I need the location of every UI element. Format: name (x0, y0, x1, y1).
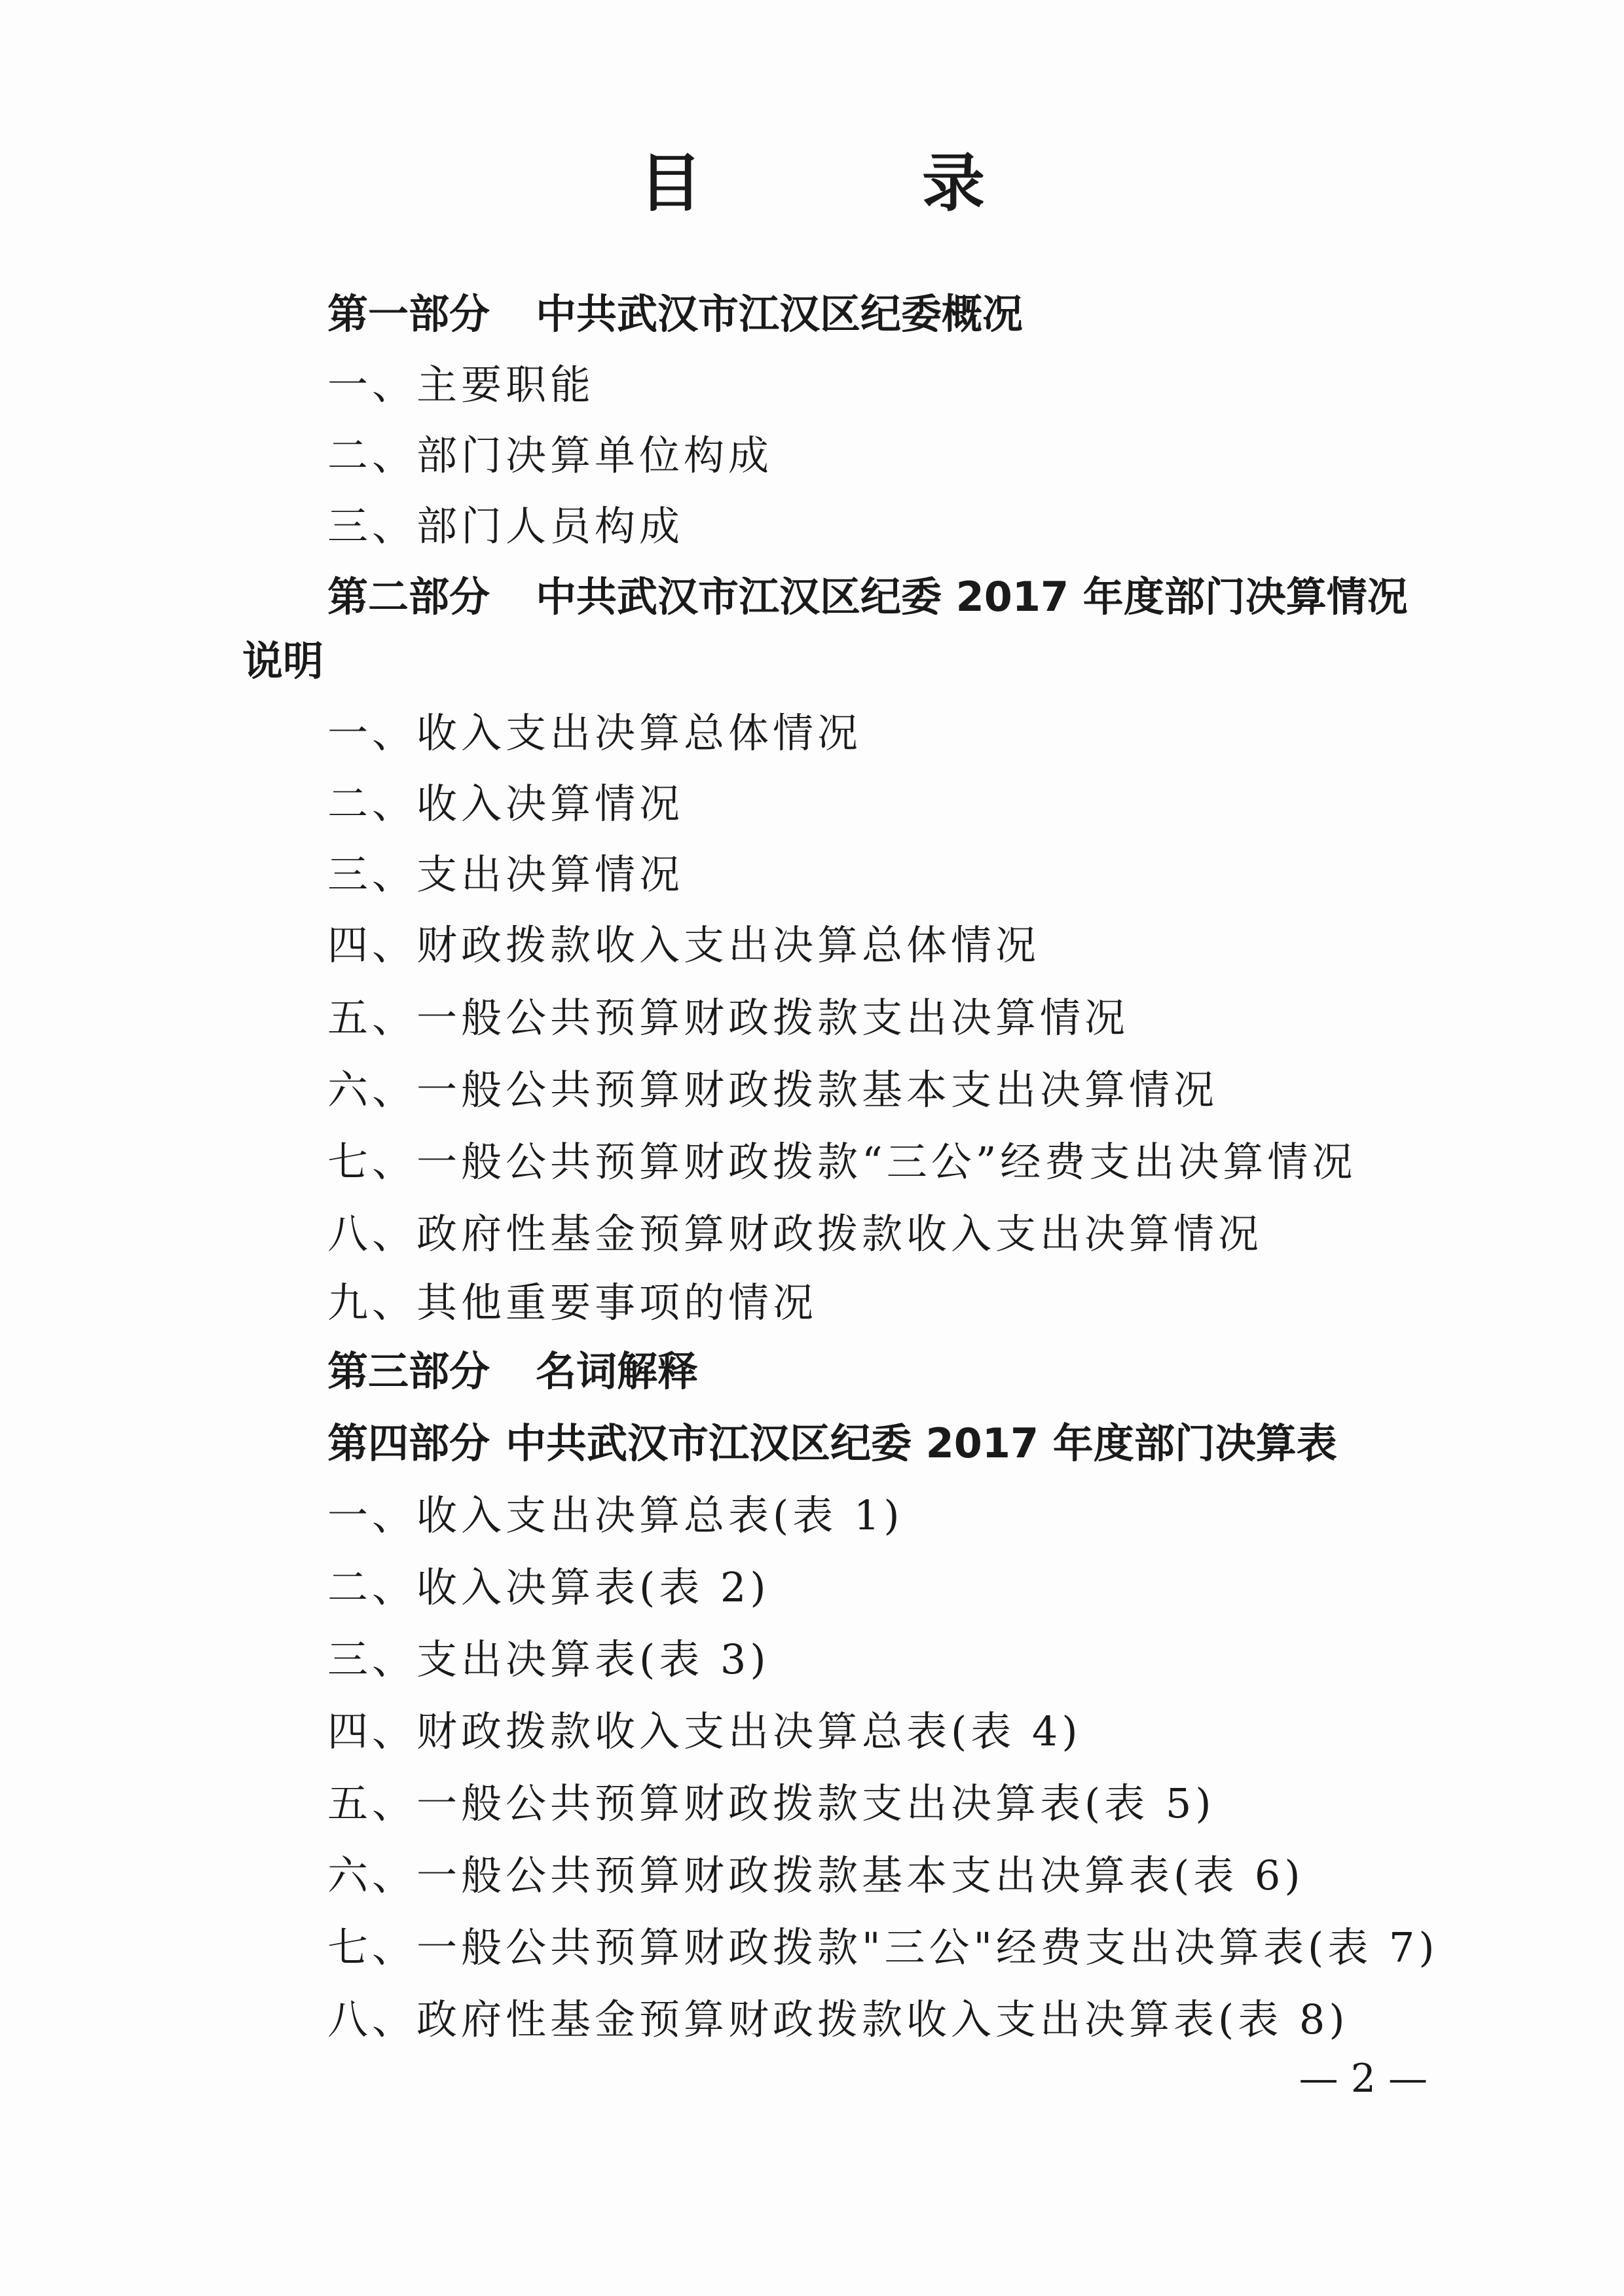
toc-item: 七、一般公共预算财政拨款"三公"经费支出决算表(表 7) (327, 1923, 1439, 1971)
toc-item: 三、部门人员构成 (327, 502, 684, 550)
toc-item: 八、政府性基金预算财政拨款收入支出决算表(表 8) (327, 1995, 1349, 2043)
toc-item: 四、财政拨款收入支出决算总体情况 (327, 921, 1041, 969)
toc-part-2 (327, 571, 1408, 623)
part-label: 第四部分 (327, 1419, 490, 1467)
toc-item: 四、财政拨款收入支出决算总表(表 4) (327, 1707, 1082, 1755)
part-title: 名词解释 (536, 1347, 699, 1395)
toc-item: 二、收入决算表(表 2) (327, 1563, 770, 1611)
page-number: — 2 — (1299, 2056, 1428, 2102)
toc-title: 目 录 (639, 147, 1063, 220)
toc-part-2-continuation: 说明 (242, 637, 324, 685)
toc-item: 五、一般公共预算财政拨款支出决算情况 (327, 994, 1130, 1042)
toc-item: 二、部门决算单位构成 (327, 431, 773, 479)
toc-item: 六、一般公共预算财政拨款基本支出决算情况 (327, 1066, 1219, 1114)
part-label: 第三部分 (327, 1347, 490, 1395)
part-title: 中共武汉市江汉区纪委概况 (536, 290, 1024, 338)
part-title: 中共武汉市江汉区纪委 2017 年度部门决算情况 (536, 573, 1408, 621)
toc-item: 一、收入支出决算总体情况 (327, 709, 862, 757)
part-title: 中共武汉市江汉区纪委 2017 年度部门决算表 (506, 1419, 1337, 1467)
part-label: 第二部分 (327, 573, 490, 621)
toc-item: 五、一般公共预算财政拨款支出决算表(表 5) (327, 1779, 1215, 1827)
toc-item: 三、支出决算表(表 3) (327, 1635, 770, 1683)
toc-part-1 (327, 288, 1023, 340)
toc-item: 三、支出决算情况 (327, 850, 684, 898)
toc-part-3 (327, 1345, 698, 1398)
toc-item: 一、主要职能 (327, 361, 595, 409)
toc-item: 六、一般公共预算财政拨款基本支出决算表(表 6) (327, 1851, 1304, 1899)
toc-item: 八、政府性基金预算财政拨款收入支出决算情况 (327, 1210, 1263, 1258)
toc-item: 九、其他重要事项的情况 (327, 1279, 818, 1326)
toc-item: 一、收入支出决算总表(表 1) (327, 1491, 904, 1539)
toc-item: 二、收入决算情况 (327, 780, 684, 828)
toc-part-4 (327, 1417, 1337, 1470)
toc-item: 七、一般公共预算财政拨款“三公”经费支出决算情况 (327, 1138, 1357, 1186)
part-label: 第一部分 (327, 290, 490, 338)
